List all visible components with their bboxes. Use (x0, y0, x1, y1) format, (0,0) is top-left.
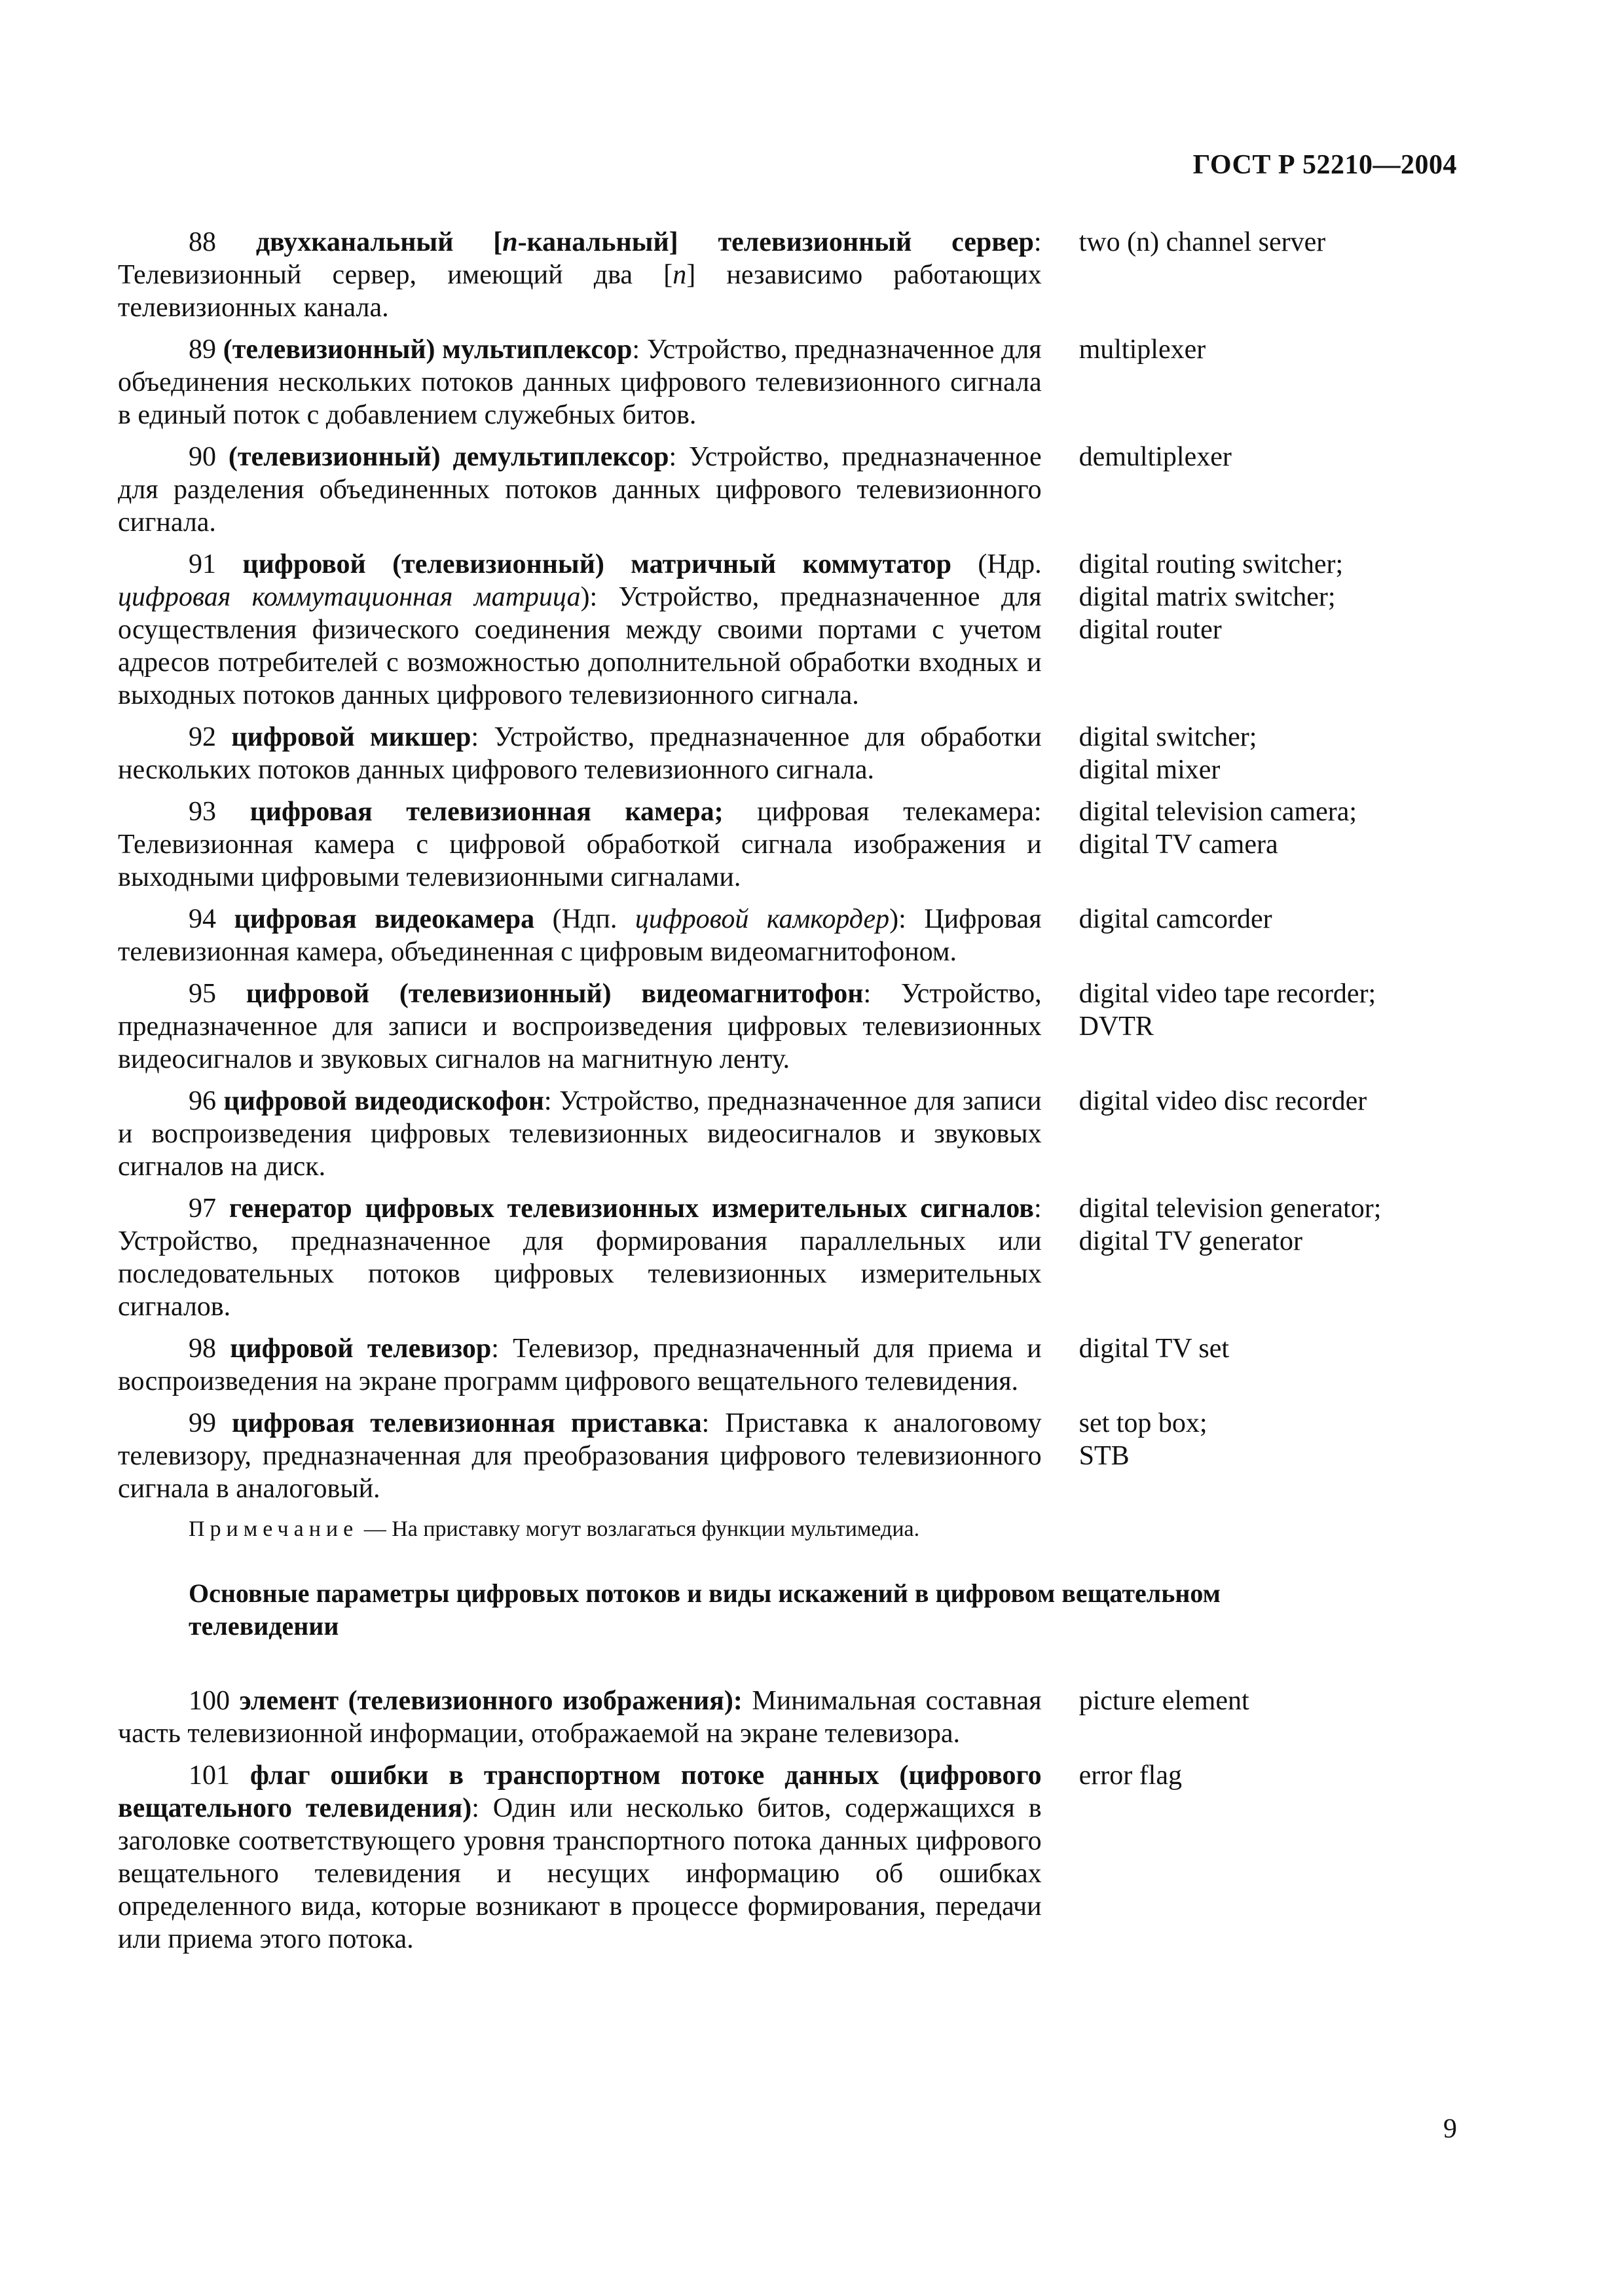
term-text-part: генератор цифровых телевизионных измерительных сигналов (229, 1194, 1034, 1224)
term-text-part: 99 (189, 1408, 232, 1438)
term-text-part: 98 (189, 1334, 230, 1364)
page-number: 9 (1443, 2114, 1457, 2144)
term-entry-89 (118, 333, 1441, 431)
english-term-line: STB (1078, 1441, 1130, 1471)
term-text-part: 91 (189, 549, 243, 579)
english-term-line: digital routing switcher; (1078, 549, 1344, 579)
term-english-equivalent (1079, 795, 1441, 894)
term-definition (118, 333, 1042, 431)
term-text-part: цифровая телевизионная приставка (232, 1408, 702, 1438)
term-text-part: : Устройство, предназначенное для разделения объединенных потоков данных цифрового телевизионного сигнала. (118, 442, 1042, 538)
term-definition (118, 226, 1042, 324)
term-entry-101 (118, 1759, 1441, 1956)
term-entry-91 (118, 548, 1441, 712)
term-definition (118, 1085, 1042, 1183)
term-text-part: (Ндр. (951, 549, 1042, 579)
term-text-part: двухканальный [ (255, 227, 503, 257)
term-definition (118, 1685, 1042, 1750)
english-term-line: digital video disc recorder (1078, 1086, 1367, 1116)
term-english-equivalent (1079, 977, 1441, 1076)
term-english-equivalent (1079, 1332, 1441, 1398)
term-definition (118, 977, 1042, 1076)
term-text-part: Минимальная составная часть телевизионной информации, отображаемой на экране телевизора. (118, 1686, 1042, 1749)
term-text-part: цифровой видеодискофон (223, 1086, 544, 1116)
english-term-line: digital camcorder (1078, 904, 1272, 934)
term-english-equivalent (1079, 1192, 1441, 1323)
term-text-part: n (502, 227, 518, 257)
term-text-part: : Один или несколько битов, содержащихся в заголовке соответствующего уровня транспортного потока данных цифрового вещательного телевидения и несущих информацию об ошибках определенного вида, которые возникают в процессе формирования, передачи или приема этого потока. (118, 1793, 1042, 1954)
term-text-part: 90 (189, 442, 229, 472)
term-definition (118, 1759, 1042, 1956)
term-text-part: (телевизионный) мультиплексор (223, 335, 633, 365)
term-text-part: 95 (189, 979, 246, 1009)
term-text-part: цифровой (телевизионный) видеомагнитофон (246, 979, 864, 1009)
term-text-part: n (673, 260, 687, 290)
english-term-line: multiplexer (1078, 335, 1206, 365)
term-text-part: 89 (189, 335, 223, 365)
term-english-equivalent (1079, 333, 1441, 431)
terms-list-parameters (118, 1685, 1441, 1956)
english-term-line: digital video tape recorder; (1078, 979, 1376, 1009)
term-text-part: 92 (189, 722, 232, 752)
term-definition (118, 1407, 1042, 1505)
term-text-part: : Телевизионный сервер, имеющий два [ (118, 227, 1042, 290)
term-entry-99 (118, 1407, 1441, 1505)
term-english-equivalent (1079, 226, 1441, 324)
term-text-part: 97 (189, 1194, 229, 1224)
term-definition (118, 441, 1042, 539)
terms-content (118, 226, 1441, 1965)
term-text-part: ): Устройство, предназначенное для осуществления физического соединения между своими портами с учетом адресов потребителей с возможностью дополнительной обработки входных и выходных потоков данных цифрового телевизионного сигнала. (118, 582, 1042, 710)
term-entry-96 (118, 1085, 1441, 1183)
english-term-line: set top box; (1078, 1408, 1207, 1438)
term-text-part: 88 (189, 227, 256, 257)
term-text-part: ] независимо работающих телевизионных канала. (118, 260, 1042, 323)
term-text-part: флаг ошибки в транспортном потоке данных (цифрового вещательного телевидения) (118, 1760, 1042, 1823)
term-english-equivalent (1079, 548, 1441, 712)
term-english-equivalent (1079, 903, 1441, 968)
term-text-part: ): Цифровая телевизионная камера, объединенная с цифровым видеомагнитофоном. (118, 904, 1042, 967)
section-title (118, 1577, 1367, 1643)
term-definition (118, 903, 1042, 968)
term-entry-93 (118, 795, 1441, 894)
english-term-line: digital television camera; (1078, 797, 1357, 827)
term-text-part: цифровая телекамера: Телевизионная камера с цифровой обработкой сигнала изображения и выходными цифровыми телевизионными сигналами. (118, 797, 1042, 892)
term-english-equivalent (1079, 1407, 1441, 1505)
section-title-line2: телевидении (189, 1611, 339, 1641)
term-entry-95 (118, 977, 1441, 1076)
english-term-line: demultiplexer (1078, 442, 1232, 472)
term-entry-98 (118, 1332, 1441, 1398)
term-english-equivalent (1079, 441, 1441, 539)
note-label: Примечание (189, 1517, 359, 1541)
term-text-part: : Телевизор, предназначенный для приема и воспроизведения на экране программ цифрового вещательного телевидения. (118, 1334, 1042, 1396)
term-text-part: цифровой микшер (231, 722, 471, 752)
term-text-part: : Устройство, предназначенное для записи и воспроизведения цифровых телевизионных видеосигналов и звуковых сигналов на диск. (118, 1086, 1042, 1182)
term-text-part: (Ндп. (534, 904, 635, 934)
term-entry-97 (118, 1192, 1441, 1323)
term-definition (118, 721, 1042, 786)
term-entry-94 (118, 903, 1441, 968)
english-term-line: digital television generator; (1078, 1194, 1382, 1224)
term-text-part: -канальный] телевизионный сервер (517, 227, 1034, 257)
term-text-part: элемент (телевизионного изображения): (239, 1686, 743, 1716)
term-entry-92 (118, 721, 1441, 786)
term-text-part: 101 (189, 1760, 250, 1791)
term-text-part: цифровой (телевизионный) матричный коммутатор (242, 549, 952, 579)
section-title-line1: Основные параметры цифровых потоков и виды искажений в цифровом вещательном (189, 1578, 1221, 1608)
term-text-part: цифровая телевизионная камера; (249, 797, 724, 827)
note-text: — На приставку могут возлагаться функции мультимедиа. (358, 1517, 920, 1541)
term-definition (118, 1332, 1042, 1398)
note (118, 1514, 1054, 1544)
term-text-part: (телевизионный) демультиплексор (228, 442, 669, 472)
document-id-header: ГОСТ Р 52210—2004 (1192, 150, 1457, 180)
term-entry-100 (118, 1685, 1441, 1750)
term-definition (118, 1192, 1042, 1323)
term-text-part: : Устройство, предназначенное для объединения нескольких потоков данных цифрового телевизионного сигнала в единый поток с добавлением служебных битов. (118, 335, 1042, 430)
english-term-line: digital mixer (1078, 755, 1221, 785)
english-term-line: digital TV camera (1078, 829, 1278, 860)
terms-list-devices (118, 226, 1441, 1505)
english-term-line: DVTR (1078, 1011, 1154, 1042)
term-english-equivalent (1079, 1085, 1441, 1183)
term-text-part: : Приставка к аналоговому телевизору, предназначенная для преобразования цифрового телевизионного сигнала в аналоговый. (118, 1408, 1042, 1504)
term-english-equivalent (1079, 721, 1441, 786)
term-text-part: цифровой телевизор (230, 1334, 492, 1364)
term-text-part: 93 (189, 797, 250, 827)
english-term-line: digital TV generator (1078, 1226, 1302, 1256)
term-text-part: 100 (189, 1686, 240, 1716)
term-text-part: цифровая коммутационная матрица (118, 582, 581, 612)
term-entry-90 (118, 441, 1441, 539)
english-term-line: digital matrix switcher; (1078, 582, 1336, 612)
term-definition (118, 548, 1042, 712)
term-text-part: цифровой камкордер (635, 904, 890, 934)
term-english-equivalent (1079, 1759, 1441, 1956)
english-term-line: picture element (1078, 1686, 1249, 1716)
term-text-part: 96 (189, 1086, 224, 1116)
english-term-line: error flag (1078, 1760, 1182, 1791)
term-text-part: : Устройство, предназначенное для записи и воспроизведения цифровых телевизионных видеосигналов и звуковых сигналов на магнитную ленту. (118, 979, 1042, 1074)
term-english-equivalent (1079, 1685, 1441, 1750)
english-term-line: digital router (1078, 615, 1222, 645)
term-text-part: 94 (189, 904, 234, 934)
term-definition (118, 795, 1042, 894)
term-entry-88 (118, 226, 1441, 324)
english-term-line: digital switcher; (1078, 722, 1257, 752)
english-term-line: digital TV set (1078, 1334, 1230, 1364)
term-text-part: цифровая видеокамера (234, 904, 535, 934)
term-text-part: : Устройство, предназначенное для формирования параллельных или последовательных потоков цифровых телевизионных измерительных сигналов. (118, 1194, 1042, 1322)
term-text-part: : Устройство, предназначенное для обработки нескольких потоков данных цифрового телевизионного сигнала. (118, 722, 1042, 785)
term-text-part (502, 227, 517, 257)
english-term-line: two (n) channel server (1078, 227, 1326, 257)
